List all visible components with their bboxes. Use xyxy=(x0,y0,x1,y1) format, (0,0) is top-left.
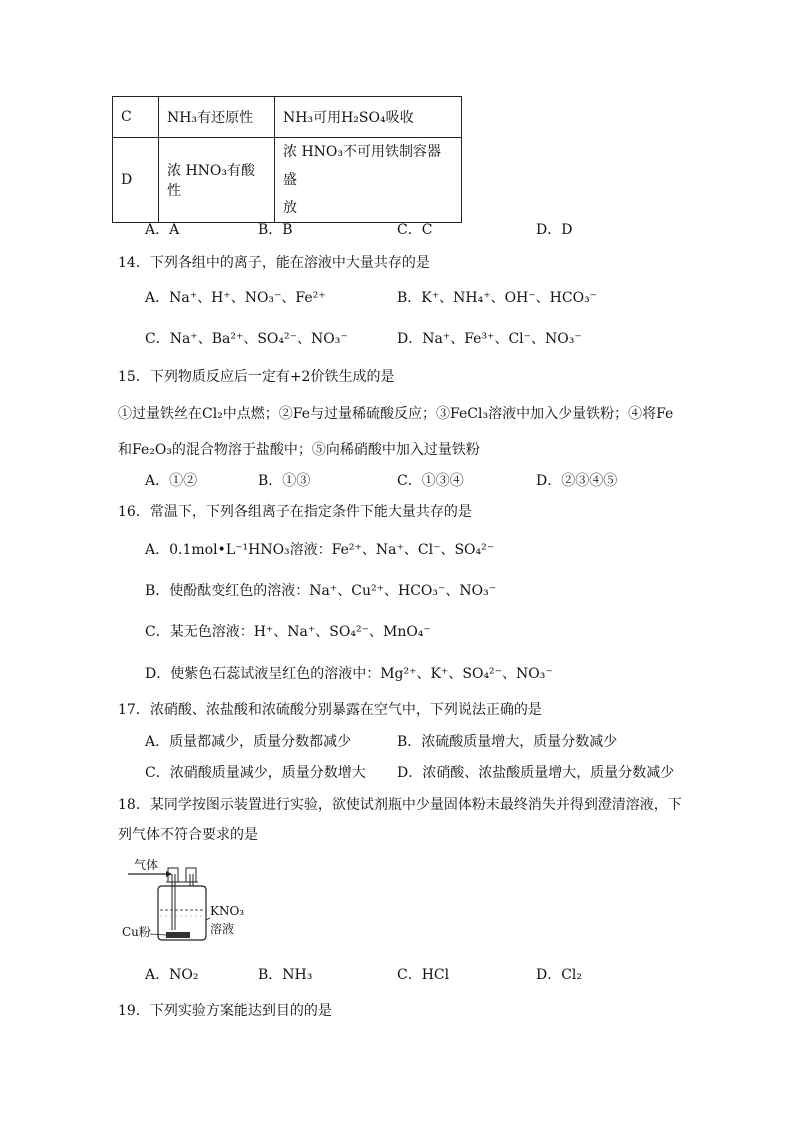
options-table xyxy=(112,96,462,223)
kno3-label: KNO₃ xyxy=(210,904,245,918)
gas-washing-bottle-figure xyxy=(122,856,252,946)
q18-option-b: B．NH₃ xyxy=(258,967,313,983)
q17-option-c: C．浓硝酸质量减少，质量分数增大 xyxy=(145,765,366,781)
q15-line1: ①过量铁丝在Cl₂中点燃；②Fe与过量稀硫酸反应；③FeCl₃溶液中加入少量铁粉；④将Fe xyxy=(118,406,674,422)
table-row xyxy=(113,97,462,138)
q16-option-d: D．使紫色石蕊试液呈红色的溶液中：Mg²⁺、K⁺、SO₄²⁻、NO₃⁻ xyxy=(145,666,553,682)
q17-option-a: A．质量都减少，质量分数都减少 xyxy=(145,734,352,750)
q13-option-c: C．C xyxy=(397,222,433,238)
q18-stem-line2: 列气体不符合要求的是 xyxy=(118,827,258,843)
gas-label: 气体 xyxy=(134,858,159,872)
q17-option-d: D．浓硝酸、浓盐酸质量增大，质量分数减少 xyxy=(397,765,675,781)
q15-option-c: C．①③④ xyxy=(397,473,464,489)
q19-stem: 19．下列实验方案能达到目的的是 xyxy=(118,1003,332,1019)
q15-line2: 和Fe₂O₃的混合物溶于盐酸中；⑤向稀硝酸中加入过量铁粉 xyxy=(118,442,480,458)
q18-stem-line1: 18．某同学按图示装置进行实验，欲使试剂瓶中少量固体粉末最终消失并得到澄清溶液，下 xyxy=(118,797,682,813)
q18-option-a: A．NO₂ xyxy=(145,967,199,983)
q16-stem: 16．常温下，下列各组离子在指定条件下能大量共存的是 xyxy=(118,504,472,520)
q18-option-c: C．HCl xyxy=(397,967,450,983)
table-row xyxy=(113,138,462,223)
q14-option-c: C．Na⁺、Ba²⁺、SO₄²⁻、NO₃⁻ xyxy=(145,331,348,347)
row-conclusion-line1: 浓 HNO₃不可用铁制容器盛 xyxy=(283,144,441,188)
q14-stem: 14．下列各组中的离子，能在溶液中大量共存的是 xyxy=(118,255,430,271)
q14-option-d: D．Na⁺、Fe³⁺、Cl⁻、NO₃⁻ xyxy=(397,331,582,347)
solution-label: 溶液 xyxy=(210,922,235,936)
q13-option-d: D．D xyxy=(536,222,573,238)
q13-option-b: B．B xyxy=(258,222,293,238)
q17-stem: 17．浓硝酸、浓盐酸和浓硫酸分别暴露在空气中，下列说法正确的是 xyxy=(118,702,542,718)
q15-option-d: D．②③④⑤ xyxy=(536,473,618,489)
q13-option-a: A．A xyxy=(145,222,180,238)
row-conclusion: NH₃可用H₂SO₄吸收 xyxy=(275,97,462,138)
q16-option-a: A．0.1mol•L⁻¹HNO₃溶液：Fe²⁺、Na⁺、Cl⁻、SO₄²⁻ xyxy=(145,542,495,558)
q15-option-a: A．①② xyxy=(145,473,198,489)
row-premise: 浓 HNO₃有酸性 xyxy=(159,138,275,223)
row-conclusion xyxy=(275,138,462,223)
q16-option-c: C．某无色溶液：H⁺、Na⁺、SO₄²⁻、MnO₄⁻ xyxy=(145,624,431,640)
q14-option-a: A．Na⁺、H⁺、NO₃⁻、Fe²⁺ xyxy=(145,290,326,306)
q14-option-b: B．K⁺、NH₄⁺、OH⁻、HCO₃⁻ xyxy=(397,290,598,306)
q17-option-b: B．浓硫酸质量增大，质量分数减少 xyxy=(397,734,618,750)
row-conclusion-line2: 放 xyxy=(283,200,297,216)
q15-option-b: B．①③ xyxy=(258,473,311,489)
row-premise: NH₃有还原性 xyxy=(159,97,275,138)
row-letter: D xyxy=(113,138,159,223)
cu-powder-label: Cu粉 xyxy=(122,925,151,939)
row-letter: C xyxy=(113,97,159,138)
q15-stem: 15．下列物质反应后一定有+2价铁生成的是 xyxy=(118,369,395,385)
q18-option-d: D．Cl₂ xyxy=(536,967,583,983)
q16-option-b: B．使酚酞变红色的溶液：Na⁺、Cu²⁺、HCO₃⁻、NO₃⁻ xyxy=(145,583,497,599)
